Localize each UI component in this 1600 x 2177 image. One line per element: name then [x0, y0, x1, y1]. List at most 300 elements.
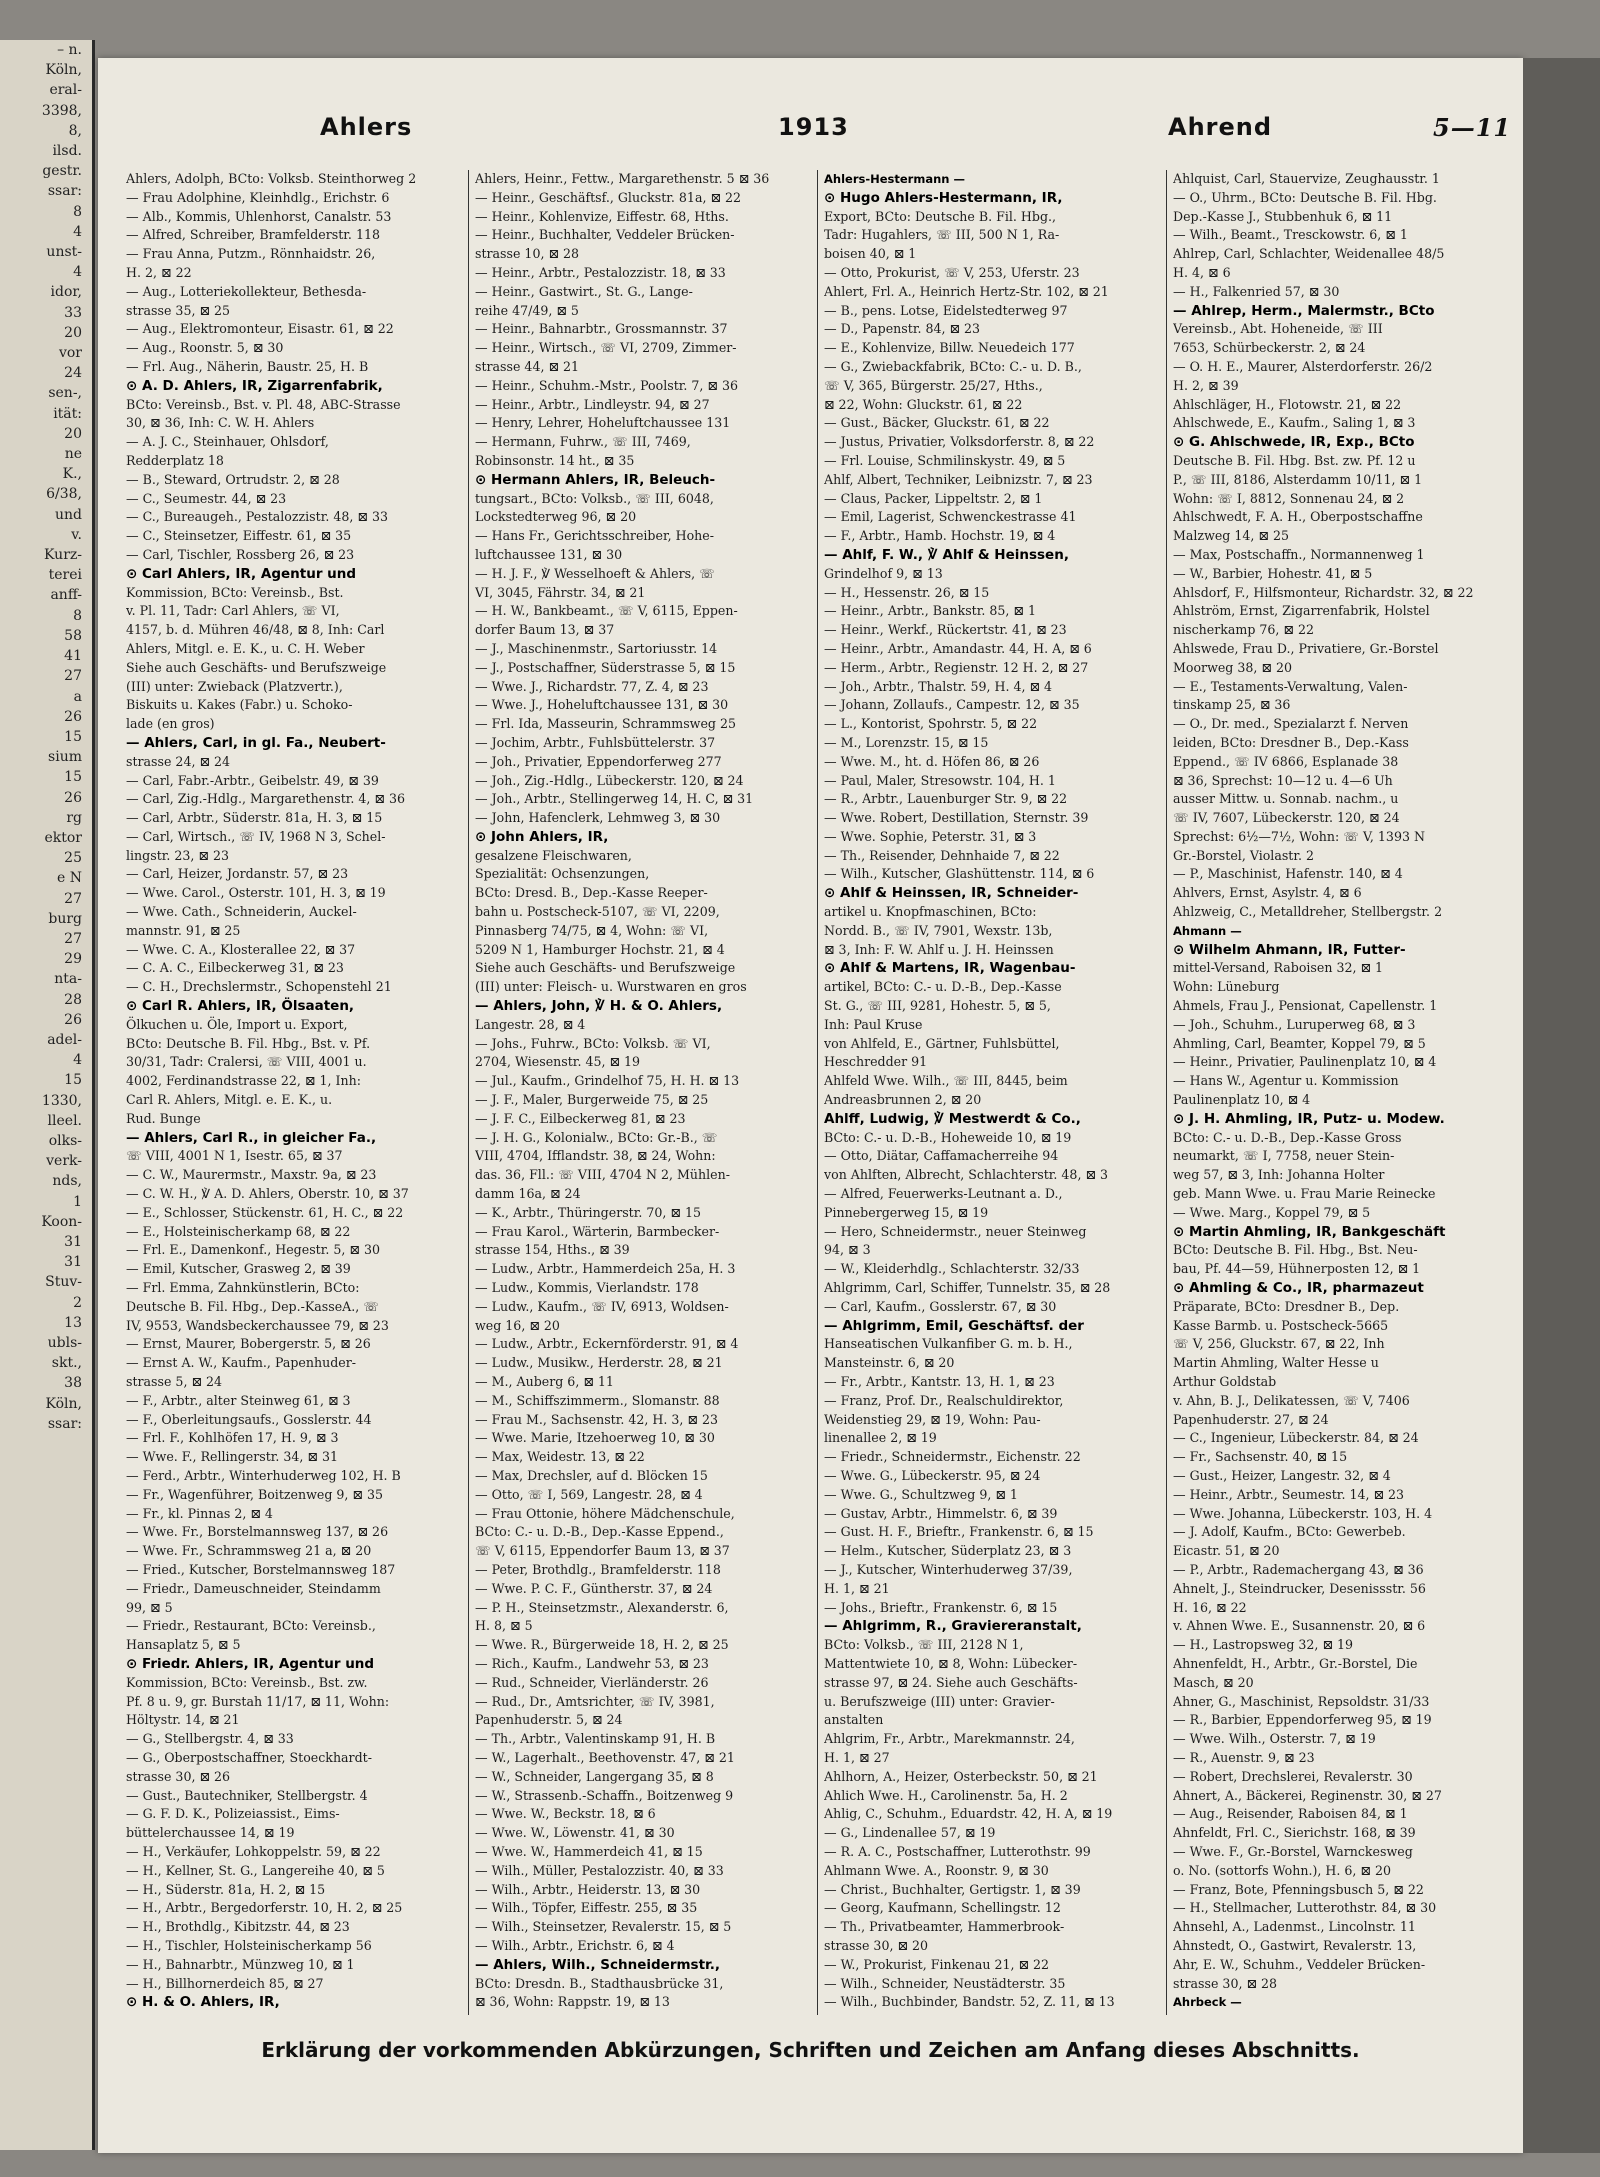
directory-entry: Moorweg 38, ⊠ 20	[1173, 659, 1292, 675]
directory-entry: Masch, ⊠ 20	[1173, 1674, 1254, 1690]
column-1	[120, 170, 469, 2015]
prev-page-fragment: 25	[64, 850, 82, 867]
directory-entry: — Johs., Brieftr., Frankenstr. 6, ⊠ 15	[824, 1599, 1058, 1615]
directory-entry: Langestr. 28, ⊠ 4	[475, 1016, 586, 1032]
directory-entry: — B., pens. Lotse, Eidelstedterweg 97	[824, 302, 1068, 318]
directory-entry: — C., Bureaugeh., Pestalozzistr. 48, ⊠ 33	[126, 509, 388, 525]
directory-entry: — Ahlers, Carl, in gl. Fa., Neubert-	[126, 734, 386, 751]
directory-entry: Weidenstieg 29, ⊠ 19, Wohn: Pau-	[824, 1411, 1041, 1427]
directory-entry: reihe 47/49, ⊠ 5	[475, 302, 579, 318]
prev-page-fragment: olks-	[48, 1132, 82, 1149]
prev-page-fragment: adel-	[47, 1031, 82, 1048]
directory-entry: — J. Adolf, Kaufm., BCto: Gewerbeb.	[1173, 1524, 1406, 1540]
directory-entry: strasse 154, Hths., ⊠ 39	[475, 1242, 630, 1258]
directory-entry: — Heinr., Privatier, Paulinenplatz 10, ⊠ 4	[1173, 1054, 1437, 1070]
directory-entry: — Ahlgrimm, Emil, Geschäftsf. der	[824, 1317, 1084, 1334]
directory-entry: — Wwe. Fr., Borstelmannsweg 137, ⊠ 26	[126, 1524, 389, 1540]
header-left-keyword: Ahlers	[320, 113, 413, 141]
directory-entry: 99, ⊠ 5	[126, 1599, 173, 1615]
directory-entry: nischerkamp 76, ⊠ 22	[1173, 622, 1314, 638]
directory-entry: — Wilh., Müller, Pestalozzistr. 40, ⊠ 33	[475, 1862, 724, 1878]
prev-page-fragment: 6/38,	[46, 486, 82, 503]
directory-entry: — A. J. C., Steinhauer, Ohlsdorf,	[126, 434, 329, 450]
directory-entry: — Aug., Lotteriekollekteur, Bethesda-	[126, 283, 367, 299]
directory-entry: — Ludw., Kaufm., ☏ IV, 6913, Woldsen-	[475, 1298, 729, 1314]
directory-entry: 94, ⊠ 3	[824, 1242, 871, 1258]
prev-page-fragment: 15	[64, 769, 82, 786]
directory-entry: Pinnebergerweg 15, ⊠ 19	[824, 1204, 989, 1220]
directory-entry: ⊠ 3, Inh: F. W. Ahlf u. J. H. Heinssen	[824, 941, 1054, 957]
directory-entry: — Heinr., Buchhalter, Veddeler Brücken-	[475, 227, 735, 243]
directory-entry: — O., Dr. med., Spezialarzt f. Nerven	[1173, 716, 1409, 732]
directory-entry: — Ahlers, Wilh., Schneidermstr.,	[475, 1956, 721, 1973]
directory-entry: — O. H. E., Maurer, Alsterdorferstr. 26/2	[1173, 358, 1433, 374]
directory-entry: Ahmling, Carl, Beamter, Koppel 79, ⊠ 5	[1173, 1035, 1426, 1051]
directory-entry: — Frl. Aug., Näherin, Baustr. 25, H. B	[126, 358, 369, 374]
directory-entry: — C., Steinsetzer, Eiffestr. 61, ⊠ 35	[126, 528, 352, 544]
directory-entry: — P. H., Steinsetzmstr., Alexanderstr. 6,	[475, 1599, 729, 1615]
directory-entry: — Justus, Privatier, Volksdorferstr. 8, ⊠ 22	[824, 434, 1095, 450]
directory-entry: — Heinr., Gastwirt., St. G., Lange-	[475, 283, 693, 299]
directory-entry: — Fried., Kutscher, Borstelmannsweg 187	[126, 1561, 396, 1577]
directory-entry: — Wilh., Steinsetzer, Revalerstr. 15, ⊠ 5	[475, 1919, 732, 1935]
directory-entry: Ahlfeld Wwe. Wilh., ☏ III, 8445, beim	[824, 1073, 1068, 1089]
prev-page-fragment: 24	[64, 365, 82, 382]
directory-entry: BCto: Dresdn. B., Stadthausbrücke 31,	[475, 1975, 724, 1991]
directory-entry: — R. A. C., Postschaffner, Lutterothstr. 99	[824, 1843, 1091, 1859]
directory-entry: — Emil, Kutscher, Grasweg 2, ⊠ 39	[126, 1261, 351, 1277]
directory-entry: Paulinenplatz 10, ⊠ 4	[1173, 1092, 1311, 1108]
directory-entry: ⊠ 22, Wohn: Gluckstr. 61, ⊠ 22	[824, 396, 1023, 412]
prev-page-fragment: 41	[64, 648, 82, 665]
prev-page-fragment: 1	[73, 1193, 82, 1210]
directory-entry: von Ahlfeld, E., Gärtner, Fuhlsbüttel,	[824, 1035, 1060, 1051]
directory-entry: — Joh., Arbtr., Stellingerweg 14, H. C, ⊠ 31	[475, 791, 754, 807]
prev-page-fragment: 3398,	[41, 102, 82, 119]
directory-entry: — H., Billhornerdeich 85, ⊠ 27	[126, 1975, 324, 1991]
prev-page-fragment: ektor	[44, 829, 82, 846]
directory-entry: mannstr. 91, ⊠ 25	[126, 922, 241, 938]
directory-entry: — C. W., Maurermstr., Maxstr. 9a, ⊠ 23	[126, 1167, 377, 1183]
directory-entry: Ahr, E. W., Schuhm., Veddeler Brücken-	[1173, 1956, 1426, 1972]
directory-entry: — Rud., Schneider, Vierländerstr. 26	[475, 1674, 709, 1690]
directory-entry: Ahlsdorf, F., Hilfsmonteur, Richardstr. 32, ⊠ 22	[1173, 584, 1474, 600]
prev-page-fragment: Köln,	[45, 62, 82, 79]
directory-entry: 5209 N 1, Hamburger Hochstr. 21, ⊠ 4	[475, 941, 725, 957]
directory-entry: Ahnelt, J., Steindrucker, Desenissstr. 56	[1173, 1580, 1426, 1596]
directory-entry: Ahnenfeldt, H., Arbtr., Gr.-Borstel, Die	[1173, 1655, 1418, 1671]
prev-page-fragment: vor	[58, 345, 82, 362]
directory-entry: — H., Kellner, St. G., Langereihe 40, ⊠ 5	[126, 1862, 385, 1878]
directory-entry: — Wwe. G., Schultzweg 9, ⊠ 1	[824, 1486, 1018, 1502]
directory-entry: ⊙ J. H. Ahmling, IR, Putz- u. Modew.	[1173, 1110, 1445, 1127]
directory-entry	[1173, 2012, 1509, 2015]
directory-entry: — Wwe. Sophie, Peterstr. 31, ⊠ 3	[824, 828, 1037, 844]
directory-entry: — J., Kutscher, Winterhuderweg 37/39,	[824, 1561, 1073, 1577]
directory-entry: Ahner, G., Maschinist, Repsoldstr. 31/33	[1173, 1693, 1430, 1709]
prev-page-fragment: 8,	[68, 122, 82, 139]
directory-entry: v. Pl. 11, Tadr: Carl Ahlers, ☏ VI,	[126, 603, 340, 619]
directory-entry: Ahrbeck —	[1173, 1995, 1242, 2010]
directory-columns	[120, 170, 1515, 2015]
directory-entry	[475, 2012, 811, 2015]
directory-entry: — J., Maschinenmstr., Sartoriusstr. 14	[475, 640, 718, 656]
directory-page	[98, 58, 1523, 2153]
directory-entry: — Peter, Brothdlg., Bramfelderstr. 118	[475, 1561, 721, 1577]
directory-entry: — Ludw., Kommis, Vierlandstr. 178	[475, 1280, 699, 1296]
directory-entry: Ahnert, A., Bäckerei, Reginenstr. 30, ⊠ 27	[1173, 1787, 1442, 1803]
directory-entry: luftchaussee 131, ⊠ 30	[475, 546, 623, 562]
directory-entry: Ahlers, Heinr., Fettw., Margarethenstr. 5 ⊠ 36	[475, 171, 770, 186]
directory-entry: Nordd. B., ☏ IV, 7901, Wexstr. 13b,	[824, 922, 1053, 938]
prev-page-fragment: rg	[66, 809, 82, 826]
prev-page-fragment: ssar:	[47, 183, 82, 200]
directory-entry: — H. J. F., ℣ Wesselhoeft & Ahlers, ☏	[475, 565, 715, 581]
directory-entry: Ahlff, Ludwig, ℣ Mestwerdt & Co.,	[824, 1110, 1081, 1127]
directory-entry: — Jul., Kaufm., Grindelhof 75, H. H. ⊠ 13	[475, 1073, 740, 1089]
directory-entry: — Wilh., Kutscher, Glashüttenstr. 114, ⊠ 6	[824, 866, 1095, 882]
directory-entry: Mattentwiete 10, ⊠ 8, Wohn: Lübecker-	[824, 1655, 1078, 1671]
directory-entry: Ahnfeldt, Frl. C., Sierichstr. 168, ⊠ 39	[1173, 1825, 1416, 1841]
prev-page-fragment: 58	[64, 627, 82, 644]
directory-entry: — Otto, ☏ I, 569, Langestr. 28, ⊠ 4	[475, 1486, 703, 1502]
directory-entry: — John, Hafenclerk, Lehmweg 3, ⊠ 30	[475, 810, 721, 826]
directory-entry: Heschredder 91	[824, 1054, 928, 1070]
directory-entry: Pinnasberg 74/75, ⊠ 4, Wohn: ☏ VI,	[475, 922, 709, 938]
directory-entry: BCto: C.- u. D.-B., Hoheweide 10, ⊠ 19	[824, 1129, 1072, 1145]
directory-entry: — Carl, Fabr.-Arbtr., Geibelstr. 49, ⊠ 39	[126, 772, 379, 788]
directory-entry: — H., Verkäufer, Lohkoppelstr. 59, ⊠ 22	[126, 1843, 381, 1859]
directory-entry: — Wwe. Carol., Osterstr. 101, H. 3, ⊠ 19	[126, 885, 386, 901]
directory-entry: — Carl, Wirtsch., ☏ IV, 1968 N 3, Schel-	[126, 828, 386, 844]
directory-entry: ⊙ Ahlf & Heinssen, IR, Schneider-	[824, 885, 1079, 902]
prev-page-fragment: 15	[64, 1072, 82, 1089]
prev-page-fragment: 8	[73, 203, 82, 220]
directory-entry: bau, Pf. 44—59, Hühnerposten 12, ⊠ 1	[1173, 1261, 1421, 1277]
directory-entry: — H., Lastropsweg 32, ⊠ 19	[1173, 1637, 1354, 1653]
directory-entry	[824, 2012, 1160, 2015]
directory-entry: — Fr., Wagenführer, Boitzenweg 9, ⊠ 35	[126, 1486, 383, 1502]
prev-page-fragment: 26	[64, 708, 82, 725]
directory-entry: — Franz, Prof. Dr., Realschuldirektor,	[824, 1392, 1064, 1408]
directory-entry: — Wwe. Marg., Koppel 79, ⊠ 5	[1173, 1204, 1371, 1220]
prev-page-fragment: v.	[71, 526, 82, 543]
prev-page-fragment: 13	[64, 1314, 82, 1331]
directory-entry: — Wwe. F., Rellingerstr. 34, ⊠ 31	[126, 1449, 339, 1465]
directory-entry: — H., Stellmacher, Lutterothstr. 84, ⊠ 30	[1173, 1900, 1437, 1916]
directory-entry: Eppend., ☏ IV 6866, Esplanade 38	[1173, 753, 1399, 769]
directory-entry: leiden, BCto: Dresdner B., Dep.-Kass	[1173, 734, 1409, 750]
directory-entry: — Frl. E., Damenkonf., Hegestr. 5, ⊠ 30	[126, 1242, 380, 1258]
directory-entry: Rud. Bunge	[126, 1110, 201, 1126]
directory-entry: Ahlschläger, H., Flotowstr. 21, ⊠ 22	[1173, 396, 1402, 412]
directory-entry: — M., Auberg 6, ⊠ 11	[475, 1374, 614, 1389]
directory-entry: — Wwe. C. A., Klosterallee 22, ⊠ 37	[126, 941, 356, 957]
directory-entry: Eicastr. 51, ⊠ 20	[1173, 1543, 1280, 1559]
directory-entry: strasse 30, ⊠ 20	[824, 1937, 929, 1953]
directory-entry: Wohn: Lüneburg	[1173, 979, 1280, 995]
directory-entry: strasse 35, ⊠ 25	[126, 302, 231, 318]
directory-entry: — Th., Privatbeamter, Hammerbrook-	[824, 1919, 1065, 1935]
prev-page-fragment: ität:	[53, 405, 82, 422]
directory-entry: — Ahlers, John, ℣ H. & O. Ahlers,	[475, 998, 723, 1015]
directory-entry: — E., Kohlenvize, Billw. Neuedeich 177	[824, 340, 1075, 356]
directory-entry: — B., Steward, Ortrudstr. 2, ⊠ 28	[126, 471, 340, 487]
directory-entry: — L., Kontorist, Spohrstr. 5, ⊠ 22	[824, 716, 1038, 732]
directory-entry: — P., Maschinist, Hafenstr. 140, ⊠ 4	[1173, 866, 1403, 882]
directory-entry: linenallee 2, ⊠ 19	[824, 1430, 937, 1446]
directory-entry: strasse 24, ⊠ 24	[126, 753, 231, 769]
directory-entry: Präparate, BCto: Dresdner B., Dep.	[1173, 1298, 1400, 1314]
directory-entry: — J. F. C., Eilbeckerweg 81, ⊠ 23	[475, 1110, 686, 1126]
directory-entry: — Wilh., Arbtr., Heiderstr. 13, ⊠ 30	[475, 1881, 701, 1897]
directory-entry: 4002, Ferdinandstrasse 22, ⊠ 1, Inh:	[126, 1073, 361, 1089]
prev-page-fragment: ssar:	[47, 1415, 82, 1432]
directory-entry: ⊙ Friedr. Ahlers, IR, Agentur und	[126, 1655, 375, 1672]
directory-entry: — Fr., Sachsenstr. 40, ⊠ 15	[1173, 1449, 1348, 1465]
directory-entry: Carl R. Ahlers, Mitgl. e. E. K., u.	[126, 1092, 333, 1108]
directory-entry: das. 36, Fll.: ☏ VIII, 4704 N 2, Mühlen-	[475, 1167, 730, 1183]
directory-entry: — Wwe. Johanna, Lübeckerstr. 103, H. 4	[1173, 1505, 1433, 1521]
directory-entry: strasse 30, ⊠ 28	[1173, 1975, 1278, 1991]
prev-page-fragment: 27	[64, 890, 82, 907]
directory-entry: — Wwe. Fr., Schrammsweg 21 a, ⊠ 20	[126, 1543, 372, 1559]
directory-entry: Ahlvers, Ernst, Asylstr. 4, ⊠ 6	[1173, 885, 1362, 901]
directory-entry: ☏ V, 256, Gluckstr. 67, ⊠ 22, Inh	[1173, 1336, 1385, 1352]
directory-entry: — Friedr., Schneidermstr., Eichenstr. 22	[824, 1449, 1081, 1465]
directory-entry: — Gustav, Arbtr., Himmelstr. 6, ⊠ 39	[824, 1505, 1058, 1521]
directory-entry: Ahlhorn, A., Heizer, Osterbeckstr. 50, ⊠ 21	[824, 1768, 1098, 1784]
directory-entry: — W., Schneider, Langergang 35, ⊠ 8	[475, 1768, 714, 1784]
directory-entry: — F., Oberleitungsaufs., Gosslerstr. 44	[126, 1411, 372, 1427]
directory-entry: — Fr., kl. Pinnas 2, ⊠ 4	[126, 1505, 273, 1521]
directory-entry: — Wwe. Marie, Itzehoerweg 10, ⊠ 30	[475, 1430, 715, 1446]
prev-page-fragment: K.,	[62, 466, 82, 483]
directory-entry: damm 16a, ⊠ 24	[475, 1186, 581, 1202]
directory-entry: — Wilh., Töpfer, Eiffestr. 255, ⊠ 35	[475, 1900, 698, 1916]
prev-page-fragment: 27	[64, 930, 82, 947]
directory-entry: — Aug., Roonstr. 5, ⊠ 30	[126, 340, 284, 356]
directory-entry: ⊙ Hugo Ahlers-Hestermann, IR,	[824, 189, 1063, 206]
directory-entry: — Claus, Packer, Lippeltstr. 2, ⊠ 1	[824, 490, 1043, 506]
directory-entry: St. G., ☏ III, 9281, Hohestr. 5, ⊠ 5,	[824, 998, 1051, 1014]
prev-page-fragment: ilsd.	[52, 143, 82, 160]
directory-entry: — W., Prokurist, Finkenau 21, ⊠ 22	[824, 1956, 1050, 1972]
prev-page-fragment: 4	[73, 223, 82, 240]
directory-entry: — Franz, Bote, Pfenningsbusch 5, ⊠ 22	[1173, 1881, 1424, 1897]
directory-entry: H. 2, ⊠ 39	[1173, 377, 1239, 393]
directory-entry: — Frau Anna, Putzm., Rönnhaidstr. 26,	[126, 246, 376, 262]
directory-entry: — Heinr., Wirtsch., ☏ VI, 2709, Zimmer-	[475, 340, 737, 356]
directory-entry: — Frl. F., Kohlhöfen 17, H. 9, ⊠ 3	[126, 1430, 339, 1446]
prev-page-fragment: anff-	[50, 587, 82, 604]
prev-page-fragment: ubls-	[47, 1335, 82, 1351]
directory-entry: Biskuits u. Kakes (Fabr.) u. Schoko-	[126, 697, 353, 713]
prev-page-fragment: 27	[64, 668, 82, 685]
footer-note: Erklärung der vorkommenden Abkürzungen, Schriften und Zeichen am Anfang dieses Abschnitts.	[261, 2038, 1360, 2062]
directory-entry: BCto: Deutsche B. Fil. Hbg., Bst. Neu-	[1173, 1242, 1418, 1258]
directory-entry: strasse 97, ⊠ 24. Siehe auch Geschäfts-	[824, 1674, 1078, 1690]
directory-entry: — Frl. Louise, Schmilinskystr. 49, ⊠ 5	[824, 452, 1066, 468]
directory-entry: — Hermann, Fuhrw., ☏ III, 7469,	[475, 434, 691, 450]
directory-entry: 30, ⊠ 36, Inh: C. W. H. Ahlers	[126, 415, 315, 431]
directory-entry: — Helm., Kutscher, Süderplatz 23, ⊠ 3	[824, 1543, 1072, 1559]
directory-entry: ☏ V, 365, Bürgerstr. 25/27, Hths.,	[824, 377, 1043, 393]
directory-entry: — Wilh., Buchbinder, Bandstr. 52, Z. 11, ⊠ 13	[824, 1994, 1115, 2010]
header-right-keyword: Ahrend	[1168, 113, 1273, 141]
prev-page-fragment: a	[73, 688, 82, 705]
directory-entry: — Alb., Kommis, Uhlenhorst, Canalstr. 53	[126, 208, 392, 224]
directory-entry: Export, BCto: Deutsche B. Fil. Hbg.,	[824, 208, 1057, 224]
directory-entry: ☏ V, 6115, Eppendorfer Baum 13, ⊠ 37	[475, 1543, 730, 1559]
directory-entry: — Georg, Kaufmann, Schellingstr. 12	[824, 1900, 1061, 1916]
directory-entry: Spezialität: Ochsenzungen,	[475, 866, 650, 882]
directory-entry: — Friedr., Dameuschneider, Steindamm	[126, 1580, 381, 1596]
directory-entry: 30/31, Tadr: Cralersi, ☏ VIII, 4001 u.	[126, 1054, 367, 1070]
directory-entry: ausser Mittw. u. Sonnab. nachm., u	[1173, 791, 1399, 807]
directory-entry: — Alfred, Schreiber, Bramfelderstr. 118	[126, 227, 380, 243]
directory-entry: — Heinr., Schuhm.-Mstr., Poolstr. 7, ⊠ 36	[475, 377, 739, 393]
directory-entry: Hansaplatz 5, ⊠ 5	[126, 1637, 241, 1653]
prev-page-fragment: skt.,	[51, 1355, 82, 1372]
directory-entry: — Frl. Emma, Zahnkünstlerin, BCto:	[126, 1280, 360, 1296]
directory-entry: — Christ., Buchhalter, Gertigstr. 1, ⊠ 39	[824, 1881, 1081, 1897]
prev-page-fragment: 26	[64, 789, 82, 806]
directory-entry: — W., Barbier, Hohestr. 41, ⊠ 5	[1173, 565, 1373, 581]
directory-entry: — E., Schlosser, Stückenstr. 61, H. C., ⊠ 22	[126, 1204, 404, 1220]
directory-entry: lade (en gros)	[126, 716, 215, 732]
directory-entry: Inh: Paul Kruse	[824, 1016, 923, 1032]
directory-entry: Ahlquist, Carl, Stauervize, Zeughausstr. 1	[1173, 171, 1440, 186]
directory-entry: — G., Oberpostschaffner, Stoeckhardt-	[126, 1749, 372, 1765]
directory-entry: VIII, 4704, Ifflandstr. 38, ⊠ 24, Wohn:	[475, 1148, 716, 1164]
directory-entry: — M., Schiffszimmerm., Slomanstr. 88	[475, 1392, 720, 1408]
column-2	[469, 170, 818, 2015]
prev-page-fragment: 4	[73, 1052, 82, 1069]
prev-page-fragment: sium	[48, 749, 82, 766]
directory-entry: ⊙ Hermann Ahlers, IR, Beleuch-	[475, 471, 716, 488]
directory-entry: — Ludw., Arbtr., Eckernförderstr. 91, ⊠ 4	[475, 1336, 739, 1352]
directory-entry: — Joh., Zig.-Hdlg., Lübeckerstr. 120, ⊠ 24	[475, 772, 744, 788]
directory-entry: ⊙ Ahlf & Martens, IR, Wagenbau-	[824, 960, 1076, 977]
directory-entry: — Robert, Drechslerei, Revalerstr. 30	[1173, 1768, 1413, 1784]
prev-page-fragment: 15	[64, 728, 82, 745]
directory-entry: Redderplatz 18	[126, 452, 224, 468]
directory-entry: Martin Ahmling, Walter Hesse u	[1173, 1355, 1379, 1371]
directory-entry: strasse 10, ⊠ 28	[475, 246, 580, 262]
directory-entry: — Wwe. F., Gr.-Borstel, Warnckesweg	[1173, 1843, 1413, 1859]
directory-entry: Ahlmann Wwe. A., Roonstr. 9, ⊠ 30	[824, 1862, 1049, 1878]
directory-entry: — H., Süderstr. 81a, H. 2, ⊠ 15	[126, 1881, 326, 1897]
prev-page-fragment: 2	[73, 1294, 82, 1311]
directory-entry: — Johann, Zollaufs., Campestr. 12, ⊠ 35	[824, 697, 1080, 713]
directory-entry: Ahlers-Hestermann —	[824, 172, 965, 186]
prev-page-fragment: ne	[64, 446, 82, 463]
directory-entry: — Rich., Kaufm., Landwehr 53, ⊠ 23	[475, 1655, 709, 1671]
directory-entry: artikel, BCto: C.- u. D.-B., Dep.-Kasse	[824, 979, 1062, 995]
directory-entry: Dep.-Kasse J., Stubbenhuk 6, ⊠ 11	[1173, 208, 1393, 224]
directory-entry: — H., Tischler, Holsteinischerkamp 56	[126, 1937, 372, 1953]
directory-entry: — Wilh., Schneider, Neustädterstr. 35	[824, 1975, 1066, 1991]
previous-page-edge	[0, 40, 95, 2150]
directory-entry: — Otto, Prokurist, ☏ V, 253, Uferstr. 23	[824, 264, 1080, 280]
directory-entry: ⊙ H. & O. Ahlers, IR,	[126, 1994, 280, 2011]
directory-entry: mittel-Versand, Raboisen 32, ⊠ 1	[1173, 960, 1384, 976]
directory-entry: dorfer Baum 13, ⊠ 37	[475, 622, 615, 638]
directory-entry: Höltystr. 14, ⊠ 21	[126, 1712, 240, 1728]
directory-entry: VI, 3045, Fährstr. 34, ⊠ 21	[475, 584, 646, 600]
directory-entry: — J. H. G., Kolonialw., BCto: Gr.-B., ☏	[475, 1129, 718, 1145]
directory-entry: — Max, Weidestr. 13, ⊠ 22	[475, 1449, 645, 1465]
directory-entry: Ahlschwedt, F. A. H., Oberpostschaffne	[1173, 509, 1423, 525]
directory-entry: — Ahlf, F. W., ℣ Ahlf & Heinssen,	[824, 546, 1069, 563]
header-year: 1913	[778, 113, 849, 141]
directory-entry: Hanseatischen Vulkanfiber G. m. b. H.,	[824, 1336, 1073, 1352]
directory-entry: — Gust., Bautechniker, Stellbergstr. 4	[126, 1787, 368, 1803]
directory-entry: Kasse Barmb. u. Postscheck-5665	[1173, 1317, 1389, 1333]
directory-entry: H. 16, ⊠ 22	[1173, 1599, 1247, 1615]
directory-entry: — Wwe. P. C. F., Güntherstr. 37, ⊠ 24	[475, 1580, 713, 1596]
directory-entry: ⊙ Carl Ahlers, IR, Agentur und	[126, 565, 357, 582]
directory-entry: — Ahlgrimm, R., Graviereranstalt,	[824, 1618, 1082, 1635]
prev-page-fragment: 31	[64, 1233, 82, 1250]
directory-entry: Gr.-Borstel, Violastr. 2	[1173, 847, 1315, 863]
directory-entry: Ahlert, Frl. A., Heinrich Hertz-Str. 102, ⊠ 21	[824, 283, 1109, 299]
directory-entry: — Max, Postschaffn., Normannenweg 1	[1173, 546, 1425, 562]
directory-entry: — Frau Ottonie, höhere Mädchenschule,	[475, 1505, 735, 1521]
prev-page-fragment: 20	[64, 324, 82, 341]
directory-entry: strasse 30, ⊠ 26	[126, 1768, 231, 1784]
directory-entry: — Carl, Heizer, Jordanstr. 57, ⊠ 23	[126, 866, 349, 882]
directory-entry: Ahlig, C., Schuhm., Eduardstr. 42, H. A, ⊠ 19	[824, 1806, 1113, 1822]
directory-entry: — Ahlers, Carl R., in gleicher Fa.,	[126, 1129, 377, 1146]
directory-entry: — Friedr., Restaurant, BCto: Vereinsb.,	[126, 1618, 376, 1634]
directory-entry: — Wwe. W., Beckstr. 18, ⊠ 6	[475, 1806, 656, 1822]
directory-entry: Kommission, BCto: Vereinsb., Bst. zw.	[126, 1674, 368, 1690]
directory-entry: — Rud., Dr., Amtsrichter, ☏ IV, 3981,	[475, 1693, 715, 1709]
directory-entry: — Wwe. Robert, Destillation, Sternstr. 39	[824, 810, 1089, 826]
directory-entry: Ahlschwede, E., Kaufm., Saling 1, ⊠ 3	[1173, 415, 1416, 431]
directory-entry: — Ernst, Maurer, Bobergerstr. 5, ⊠ 26	[126, 1336, 371, 1352]
prev-page-fragment: Stuv-	[45, 1274, 82, 1291]
directory-entry: Pf. 8 u. 9, gr. Burstah 11/17, ⊠ 11, Wohn:	[126, 1693, 390, 1709]
directory-entry: (III) unter: Zwieback (Platzvertr.),	[126, 678, 343, 694]
directory-entry: Ahnsehl, A., Ladenmst., Lincolnstr. 11	[1173, 1919, 1416, 1935]
directory-entry: — G., Stellbergstr. 4, ⊠ 33	[126, 1731, 294, 1747]
prev-page-fragment: 31	[64, 1254, 82, 1271]
directory-entry: Ahlgrim, Fr., Arbtr., Marekmannstr. 24,	[824, 1731, 1075, 1747]
prev-page-fragment: Kurz-	[44, 547, 82, 564]
directory-entry: — Wwe. Wilh., Osterstr. 7, ⊠ 19	[1173, 1731, 1376, 1747]
directory-entry: H. 1, ⊠ 27	[824, 1749, 890, 1765]
directory-entry: — P., Arbtr., Rademachergang 43, ⊠ 36	[1173, 1561, 1424, 1577]
directory-entry: ⊙ John Ahlers, IR,	[475, 828, 609, 845]
prev-page-fragment: und	[55, 506, 82, 523]
directory-entry: weg 16, ⊠ 20	[475, 1317, 560, 1333]
directory-entry: — W., Kleiderhdlg., Schlachterstr. 32/33	[824, 1261, 1080, 1277]
directory-entry: Sprechst: 6½—7½, Wohn: ☏ V, 1393 N	[1173, 828, 1425, 844]
directory-entry: — Joh., Schuhm., Luruperweg 68, ⊠ 3	[1173, 1016, 1416, 1032]
directory-entry: Siehe auch Geschäfts- und Berufszweige	[126, 659, 387, 675]
directory-entry: — C. W. H., ℣ A. D. Ahlers, Oberstr. 10, ⊠ 37	[126, 1186, 409, 1202]
directory-entry: — Herm., Arbtr., Regienstr. 12 H. 2, ⊠ 27	[824, 659, 1089, 675]
prev-page-fragment: 26	[64, 1011, 82, 1028]
directory-entry: — Th., Arbtr., Valentinskamp 91, H. B	[475, 1731, 716, 1747]
directory-entry: — C., Ingenieur, Lübeckerstr. 84, ⊠ 24	[1173, 1430, 1419, 1446]
directory-entry: büttelerchaussee 14, ⊠ 19	[126, 1825, 295, 1841]
directory-entry: Kommission, BCto: Vereinsb., Bst.	[126, 584, 344, 600]
directory-entry: o. No. (sottorfs Wohn.), H. 6, ⊠ 20	[1173, 1862, 1391, 1878]
